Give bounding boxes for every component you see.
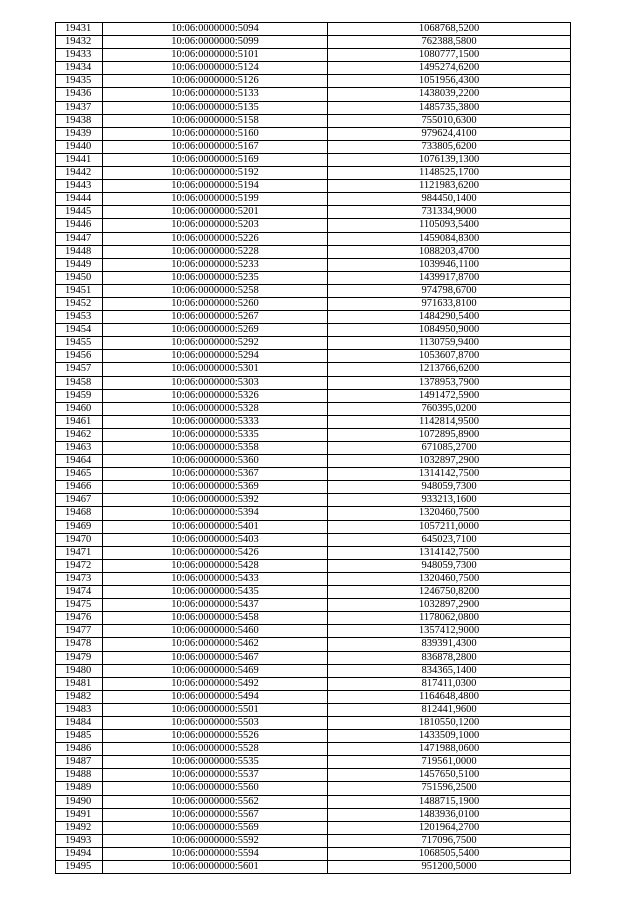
- table-row: [56, 389, 571, 402]
- value-cell: 717096,7500: [328, 834, 571, 847]
- table-row: [56, 638, 571, 651]
- table-row: [56, 101, 571, 114]
- row-number-cell: 19485: [56, 730, 103, 743]
- value-cell: 971633,8100: [328, 297, 571, 310]
- value-cell: 1485735,3800: [328, 101, 571, 114]
- row-number-cell: 19478: [56, 638, 103, 651]
- cadastral-number-cell: 10:06:0000000:5194: [103, 180, 328, 193]
- table-row: [56, 49, 571, 62]
- cadastral-number-cell: 10:06:0000000:5133: [103, 88, 328, 101]
- row-number-cell: 19466: [56, 481, 103, 494]
- table-row: [56, 612, 571, 625]
- cadastral-number-cell: 10:06:0000000:5537: [103, 769, 328, 782]
- row-number-cell: 19488: [56, 769, 103, 782]
- value-cell: 1032897,2900: [328, 455, 571, 468]
- value-cell: 1130759,9400: [328, 337, 571, 350]
- cadastral-number-cell: 10:06:0000000:5303: [103, 376, 328, 389]
- cadastral-number-cell: 10:06:0000000:5124: [103, 62, 328, 75]
- row-number-cell: 19469: [56, 520, 103, 533]
- table-row: [56, 533, 571, 546]
- table-row: [56, 599, 571, 612]
- table-row: [56, 36, 571, 49]
- table-row: [56, 324, 571, 337]
- value-cell: 1039946,1100: [328, 258, 571, 271]
- value-cell: 1484290,5400: [328, 311, 571, 324]
- row-number-cell: 19442: [56, 167, 103, 180]
- table-row: [56, 730, 571, 743]
- value-cell: 839391,4300: [328, 638, 571, 651]
- value-cell: 1495274,6200: [328, 62, 571, 75]
- table-row: [56, 219, 571, 232]
- cadastral-number-cell: 10:06:0000000:5562: [103, 795, 328, 808]
- value-cell: 836878,2800: [328, 651, 571, 664]
- cadastral-number-cell: 10:06:0000000:5169: [103, 153, 328, 166]
- value-cell: 671085,2700: [328, 442, 571, 455]
- table-row: [56, 363, 571, 376]
- cadastral-number-cell: 10:06:0000000:5437: [103, 599, 328, 612]
- table-row: [56, 559, 571, 572]
- row-number-cell: 19448: [56, 245, 103, 258]
- row-number-cell: 19468: [56, 507, 103, 520]
- cadastral-number-cell: 10:06:0000000:5567: [103, 808, 328, 821]
- value-cell: 933213,1600: [328, 494, 571, 507]
- cadastral-number-cell: 10:06:0000000:5201: [103, 206, 328, 219]
- cadastral-number-cell: 10:06:0000000:5228: [103, 245, 328, 258]
- cadastral-number-cell: 10:06:0000000:5592: [103, 834, 328, 847]
- table-row: [56, 756, 571, 769]
- cadastral-number-cell: 10:06:0000000:5526: [103, 730, 328, 743]
- table-row: [56, 153, 571, 166]
- value-cell: 1213766,6200: [328, 363, 571, 376]
- table-row: [56, 297, 571, 310]
- row-number-cell: 19487: [56, 756, 103, 769]
- row-number-cell: 19472: [56, 559, 103, 572]
- value-cell: 762388,5800: [328, 36, 571, 49]
- value-cell: 733805,6200: [328, 140, 571, 153]
- value-cell: 951200,5000: [328, 861, 571, 874]
- table-row: [56, 23, 571, 36]
- row-number-cell: 19475: [56, 599, 103, 612]
- row-number-cell: 19490: [56, 795, 103, 808]
- value-cell: 1148525,1700: [328, 167, 571, 180]
- cadastral-number-cell: 10:06:0000000:5560: [103, 782, 328, 795]
- cadastral-number-cell: 10:06:0000000:5528: [103, 743, 328, 756]
- value-cell: 1459084,8300: [328, 232, 571, 245]
- cadastral-number-cell: 10:06:0000000:5328: [103, 402, 328, 415]
- cadastral-number-cell: 10:06:0000000:5358: [103, 442, 328, 455]
- row-number-cell: 19432: [56, 36, 103, 49]
- cadastral-number-cell: 10:06:0000000:5403: [103, 533, 328, 546]
- row-number-cell: 19495: [56, 861, 103, 874]
- value-cell: 760395,0200: [328, 402, 571, 415]
- row-number-cell: 19434: [56, 62, 103, 75]
- row-number-cell: 19484: [56, 716, 103, 729]
- table-row: [56, 75, 571, 88]
- cadastral-number-cell: 10:06:0000000:5158: [103, 114, 328, 127]
- cadastral-number-cell: 10:06:0000000:5199: [103, 193, 328, 206]
- table-row: [56, 677, 571, 690]
- table-row: [56, 167, 571, 180]
- table-row: [56, 455, 571, 468]
- row-number-cell: 19441: [56, 153, 103, 166]
- row-number-cell: 19494: [56, 847, 103, 860]
- cadastral-number-cell: 10:06:0000000:5494: [103, 690, 328, 703]
- table-row: [56, 140, 571, 153]
- cadastral-number-cell: 10:06:0000000:5458: [103, 612, 328, 625]
- table-row: [56, 337, 571, 350]
- cadastral-number-cell: 10:06:0000000:5433: [103, 572, 328, 585]
- row-number-cell: 19443: [56, 180, 103, 193]
- cadastral-number-cell: 10:06:0000000:5301: [103, 363, 328, 376]
- cadastral-number-cell: 10:06:0000000:5469: [103, 664, 328, 677]
- value-cell: 1439917,8700: [328, 271, 571, 284]
- cadastral-number-cell: 10:06:0000000:5401: [103, 520, 328, 533]
- table-row: [56, 193, 571, 206]
- table-row: [56, 376, 571, 389]
- table-row: [56, 206, 571, 219]
- value-cell: 1164648,4800: [328, 690, 571, 703]
- value-cell: 1080777,1500: [328, 49, 571, 62]
- value-cell: 1378953,7900: [328, 376, 571, 389]
- row-number-cell: 19462: [56, 428, 103, 441]
- cadastral-number-cell: 10:06:0000000:5460: [103, 625, 328, 638]
- row-number-cell: 19463: [56, 442, 103, 455]
- row-number-cell: 19450: [56, 271, 103, 284]
- cadastral-number-cell: 10:06:0000000:5326: [103, 389, 328, 402]
- table-row: [56, 834, 571, 847]
- cadastral-number-cell: 10:06:0000000:5267: [103, 311, 328, 324]
- value-cell: 812441,9600: [328, 703, 571, 716]
- cadastral-number-cell: 10:06:0000000:5435: [103, 586, 328, 599]
- value-cell: 979624,4100: [328, 127, 571, 140]
- row-number-cell: 19479: [56, 651, 103, 664]
- row-number-cell: 19481: [56, 677, 103, 690]
- value-cell: 1433509,1000: [328, 730, 571, 743]
- table-row: [56, 625, 571, 638]
- row-number-cell: 19439: [56, 127, 103, 140]
- row-number-cell: 19445: [56, 206, 103, 219]
- value-cell: 1457650,5100: [328, 769, 571, 782]
- row-number-cell: 19483: [56, 703, 103, 716]
- row-number-cell: 19431: [56, 23, 103, 36]
- row-number-cell: 19435: [56, 75, 103, 88]
- value-cell: 645023,7100: [328, 533, 571, 546]
- row-number-cell: 19470: [56, 533, 103, 546]
- cadastral-number-cell: 10:06:0000000:5360: [103, 455, 328, 468]
- table-body: [56, 23, 571, 874]
- cadastral-number-cell: 10:06:0000000:5203: [103, 219, 328, 232]
- row-number-cell: 19464: [56, 455, 103, 468]
- cadastral-number-cell: 10:06:0000000:5333: [103, 415, 328, 428]
- row-number-cell: 19449: [56, 258, 103, 271]
- value-cell: 1491472,5900: [328, 389, 571, 402]
- value-cell: 1142814,9500: [328, 415, 571, 428]
- cadastral-number-cell: 10:06:0000000:5226: [103, 232, 328, 245]
- table-row: [56, 861, 571, 874]
- row-number-cell: 19460: [56, 402, 103, 415]
- table-row: [56, 716, 571, 729]
- table-row: [56, 808, 571, 821]
- value-cell: 1053607,8700: [328, 350, 571, 363]
- value-cell: 1105093,5400: [328, 219, 571, 232]
- value-cell: 948059,7300: [328, 559, 571, 572]
- cadastral-number-cell: 10:06:0000000:5426: [103, 546, 328, 559]
- value-cell: 1051956,4300: [328, 75, 571, 88]
- value-cell: 1057211,0000: [328, 520, 571, 533]
- table-row: [56, 402, 571, 415]
- row-number-cell: 19476: [56, 612, 103, 625]
- cadastral-number-cell: 10:06:0000000:5503: [103, 716, 328, 729]
- cadastral-number-cell: 10:06:0000000:5394: [103, 507, 328, 520]
- value-cell: 755010,6300: [328, 114, 571, 127]
- table-row: [56, 442, 571, 455]
- value-cell: 1121983,6200: [328, 180, 571, 193]
- table-row: [56, 690, 571, 703]
- table-row: [56, 847, 571, 860]
- value-cell: 1314142,7500: [328, 546, 571, 559]
- value-cell: 1076139,1300: [328, 153, 571, 166]
- row-number-cell: 19452: [56, 297, 103, 310]
- row-number-cell: 19474: [56, 586, 103, 599]
- value-cell: 1068768,5200: [328, 23, 571, 36]
- value-cell: 948059,7300: [328, 481, 571, 494]
- cadastral-number-cell: 10:06:0000000:5601: [103, 861, 328, 874]
- table-row: [56, 245, 571, 258]
- value-cell: 1201964,2700: [328, 821, 571, 834]
- table-row: [56, 428, 571, 441]
- row-number-cell: 19456: [56, 350, 103, 363]
- cadastral-number-cell: 10:06:0000000:5492: [103, 677, 328, 690]
- table-row: [56, 821, 571, 834]
- row-number-cell: 19480: [56, 664, 103, 677]
- value-cell: 1068505,5400: [328, 847, 571, 860]
- cadastral-number-cell: 10:06:0000000:5269: [103, 324, 328, 337]
- table-row: [56, 703, 571, 716]
- table-row: [56, 62, 571, 75]
- cadastral-number-cell: 10:06:0000000:5292: [103, 337, 328, 350]
- cadastral-number-cell: 10:06:0000000:5369: [103, 481, 328, 494]
- row-number-cell: 19473: [56, 572, 103, 585]
- value-cell: 719561,0000: [328, 756, 571, 769]
- table-row: [56, 350, 571, 363]
- cadastral-number-cell: 10:06:0000000:5294: [103, 350, 328, 363]
- value-cell: 1488715,1900: [328, 795, 571, 808]
- row-number-cell: 19491: [56, 808, 103, 821]
- row-number-cell: 19455: [56, 337, 103, 350]
- value-cell: 1483936,0100: [328, 808, 571, 821]
- value-cell: 1438039,2200: [328, 88, 571, 101]
- value-cell: 1178062,0800: [328, 612, 571, 625]
- table-row: [56, 664, 571, 677]
- cadastral-number-cell: 10:06:0000000:5428: [103, 559, 328, 572]
- cadastral-number-cell: 10:06:0000000:5462: [103, 638, 328, 651]
- table-row: [56, 507, 571, 520]
- value-cell: 1357412,9000: [328, 625, 571, 638]
- value-cell: 1314142,7500: [328, 468, 571, 481]
- table-row: [56, 494, 571, 507]
- cadastral-number-cell: 10:06:0000000:5235: [103, 271, 328, 284]
- row-number-cell: 19457: [56, 363, 103, 376]
- cadastral-number-cell: 10:06:0000000:5101: [103, 49, 328, 62]
- row-number-cell: 19486: [56, 743, 103, 756]
- value-cell: 817411,0300: [328, 677, 571, 690]
- value-cell: 1246750,8200: [328, 586, 571, 599]
- value-cell: 1471988,0600: [328, 743, 571, 756]
- table-row: [56, 311, 571, 324]
- table-row: [56, 232, 571, 245]
- cadastral-number-cell: 10:06:0000000:5569: [103, 821, 328, 834]
- value-cell: 1320460,7500: [328, 507, 571, 520]
- table-row: [56, 258, 571, 271]
- table-row: [56, 520, 571, 533]
- table-row: [56, 782, 571, 795]
- cadastral-number-cell: 10:06:0000000:5192: [103, 167, 328, 180]
- cadastral-number-cell: 10:06:0000000:5094: [103, 23, 328, 36]
- value-cell: 1088203,4700: [328, 245, 571, 258]
- table-row: [56, 651, 571, 664]
- row-number-cell: 19461: [56, 415, 103, 428]
- row-number-cell: 19454: [56, 324, 103, 337]
- row-number-cell: 19459: [56, 389, 103, 402]
- cadastral-number-cell: 10:06:0000000:5135: [103, 101, 328, 114]
- value-cell: 1032897,2900: [328, 599, 571, 612]
- value-cell: 974798,6700: [328, 284, 571, 297]
- cadastral-number-cell: 10:06:0000000:5233: [103, 258, 328, 271]
- row-number-cell: 19493: [56, 834, 103, 847]
- row-number-cell: 19471: [56, 546, 103, 559]
- value-cell: 751596,2500: [328, 782, 571, 795]
- cadastral-number-cell: 10:06:0000000:5535: [103, 756, 328, 769]
- table-row: [56, 88, 571, 101]
- value-cell: 1810550,1200: [328, 716, 571, 729]
- row-number-cell: 19440: [56, 140, 103, 153]
- row-number-cell: 19444: [56, 193, 103, 206]
- data-table: [55, 22, 571, 874]
- row-number-cell: 19436: [56, 88, 103, 101]
- row-number-cell: 19458: [56, 376, 103, 389]
- row-number-cell: 19477: [56, 625, 103, 638]
- row-number-cell: 19433: [56, 49, 103, 62]
- cadastral-number-cell: 10:06:0000000:5501: [103, 703, 328, 716]
- cadastral-number-cell: 10:06:0000000:5594: [103, 847, 328, 860]
- value-cell: 1072895,8900: [328, 428, 571, 441]
- value-cell: 731334,9000: [328, 206, 571, 219]
- row-number-cell: 19453: [56, 311, 103, 324]
- cadastral-number-cell: 10:06:0000000:5126: [103, 75, 328, 88]
- row-number-cell: 19482: [56, 690, 103, 703]
- table-row: [56, 795, 571, 808]
- table-row: [56, 572, 571, 585]
- table-row: [56, 271, 571, 284]
- cadastral-number-cell: 10:06:0000000:5367: [103, 468, 328, 481]
- cadastral-number-cell: 10:06:0000000:5467: [103, 651, 328, 664]
- table-row: [56, 743, 571, 756]
- table-row: [56, 546, 571, 559]
- row-number-cell: 19467: [56, 494, 103, 507]
- table-row: [56, 468, 571, 481]
- row-number-cell: 19465: [56, 468, 103, 481]
- value-cell: 1084950,9000: [328, 324, 571, 337]
- cadastral-number-cell: 10:06:0000000:5335: [103, 428, 328, 441]
- table-row: [56, 481, 571, 494]
- value-cell: 834365,1400: [328, 664, 571, 677]
- table-row: [56, 284, 571, 297]
- cadastral-number-cell: 10:06:0000000:5260: [103, 297, 328, 310]
- cadastral-number-cell: 10:06:0000000:5392: [103, 494, 328, 507]
- value-cell: 1320460,7500: [328, 572, 571, 585]
- table-row: [56, 127, 571, 140]
- row-number-cell: 19447: [56, 232, 103, 245]
- table-row: [56, 415, 571, 428]
- table-row: [56, 769, 571, 782]
- row-number-cell: 19446: [56, 219, 103, 232]
- value-cell: 984450,1400: [328, 193, 571, 206]
- cadastral-number-cell: 10:06:0000000:5099: [103, 36, 328, 49]
- cadastral-number-cell: 10:06:0000000:5167: [103, 140, 328, 153]
- row-number-cell: 19489: [56, 782, 103, 795]
- cadastral-number-cell: 10:06:0000000:5160: [103, 127, 328, 140]
- row-number-cell: 19438: [56, 114, 103, 127]
- row-number-cell: 19437: [56, 101, 103, 114]
- table-row: [56, 114, 571, 127]
- table-row: [56, 586, 571, 599]
- row-number-cell: 19451: [56, 284, 103, 297]
- table-row: [56, 180, 571, 193]
- row-number-cell: 19492: [56, 821, 103, 834]
- cadastral-number-cell: 10:06:0000000:5258: [103, 284, 328, 297]
